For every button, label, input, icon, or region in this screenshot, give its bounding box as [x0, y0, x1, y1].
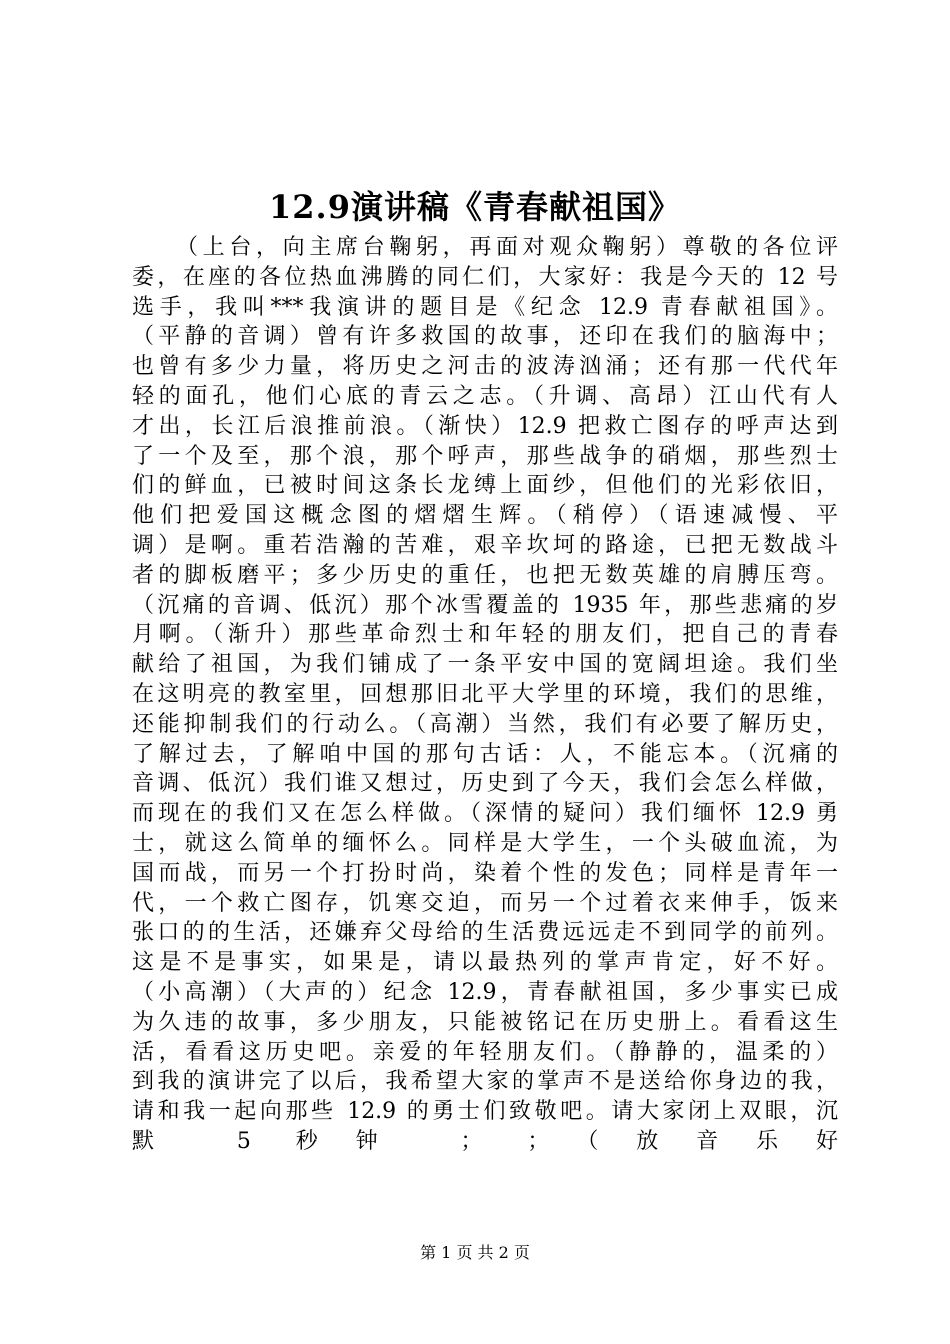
- body-line: 委，在座的各位热血沸腾的同仁们，大家好：我是今天的 12 号: [132, 264, 838, 290]
- body-line: 这是不是事实，如果是，请以最热列的掌声肯定，好不好。: [132, 950, 838, 976]
- body-line: 默 5 秒钟 ； ；（放音乐好: [132, 1128, 838, 1154]
- body-line: 也曾有多少力量，将历史之河击的波涛汹涌；还有那一代代年: [132, 354, 838, 380]
- speech-body: [132, 233, 838, 1157]
- body-line: 代，一个救亡图存，饥寒交迫，而另一个过着衣来伸手，饭来: [132, 890, 838, 916]
- body-line: 月啊。（渐升）那些革命烈士和年轻的朋友们，把自己的青春: [132, 622, 838, 648]
- body-line: 还能抑制我们的行动么。（高潮）当然，我们有必要了解历史，: [132, 711, 838, 737]
- body-line: 献给了祖国，为我们铺成了一条平安中国的宽阔坦途。我们坐: [132, 652, 838, 678]
- body-line: 活，看看这历史吧。亲爱的年轻朋友们。（静静的，温柔的）: [132, 1039, 838, 1065]
- body-line: 士，就这么简单的缅怀么。同样是大学生，一个头破血流，为: [132, 830, 838, 856]
- body-line: 了一个及至，那个浪，那个呼声，那些战争的硝烟，那些烈士: [132, 443, 838, 469]
- body-line: 请和我一起向那些 12.9 的勇士们致敬吧。请大家闭上双眼，沉: [132, 1099, 838, 1125]
- body-line: 才出，长江后浪推前浪。（渐快）12.9 把救亡图存的呼声达到: [132, 413, 838, 439]
- page-indicator: 第 1 页 共 2 页: [420, 1243, 530, 1262]
- body-line: （沉痛的音调、低沉）那个冰雪覆盖的 1935 年，那些悲痛的岁: [132, 592, 838, 618]
- body-line: 张口的的生活，还嫌弃父母给的生活费远远走不到同学的前列。: [132, 920, 838, 946]
- page-title: 12.9演讲稿《青春献祖国》: [269, 188, 681, 226]
- body-line: （上台，向主席台鞠躬，再面对观众鞠躬）尊敬的各位评: [176, 235, 838, 260]
- body-line: （小高潮）（大声的）纪念 12.9，青春献祖国，多少事实已成: [132, 979, 838, 1005]
- body-line: 音调、低沉）我们谁又想过，历史到了今天，我们会怎么样做，: [132, 771, 838, 797]
- body-line: 国而战，而另一个打扮时尚，染着个性的发色；同样是青年一: [132, 860, 838, 886]
- body-line: 选手，我叫***我演讲的题目是《纪念 12.9 青春献祖国》。: [132, 294, 838, 320]
- body-line: 到我的演讲完了以后，我希望大家的掌声不是送给你身边的我，: [132, 1069, 838, 1095]
- body-line: 为久违的故事，多少朋友，只能被铭记在历史册上。看看这生: [132, 1009, 838, 1035]
- body-line: 们的鲜血，已被时间这条长龙缚上面纱，但他们的光彩依旧，: [132, 473, 838, 499]
- body-line: 在这明亮的教室里，回想那旧北平大学里的环境，我们的思维，: [132, 681, 838, 707]
- body-line: 而现在的我们又在怎么样做。（深情的疑问）我们缅怀 12.9 勇: [132, 801, 838, 827]
- body-line: 调）是啊。重若浩瀚的苦难，艰辛坎坷的路途，已把无数战斗: [132, 532, 838, 558]
- body-line: 者的脚板磨平；多少历史的重任，也把无数英雄的肩膊压弯。: [132, 562, 838, 588]
- body-line: 轻的面孔，他们心底的青云之志。（升调、高昂）江山代有人: [132, 383, 838, 409]
- body-line: 了解过去，了解咱中国的那句古话：人，不能忘本。（沉痛的: [132, 741, 838, 767]
- body-line: （平静的音调）曾有许多救国的故事，还印在我们的脑海中；: [132, 324, 838, 350]
- body-line: 他们把爱国这概念图的熠熠生辉。（稍停）（语速减慢、平: [132, 503, 838, 529]
